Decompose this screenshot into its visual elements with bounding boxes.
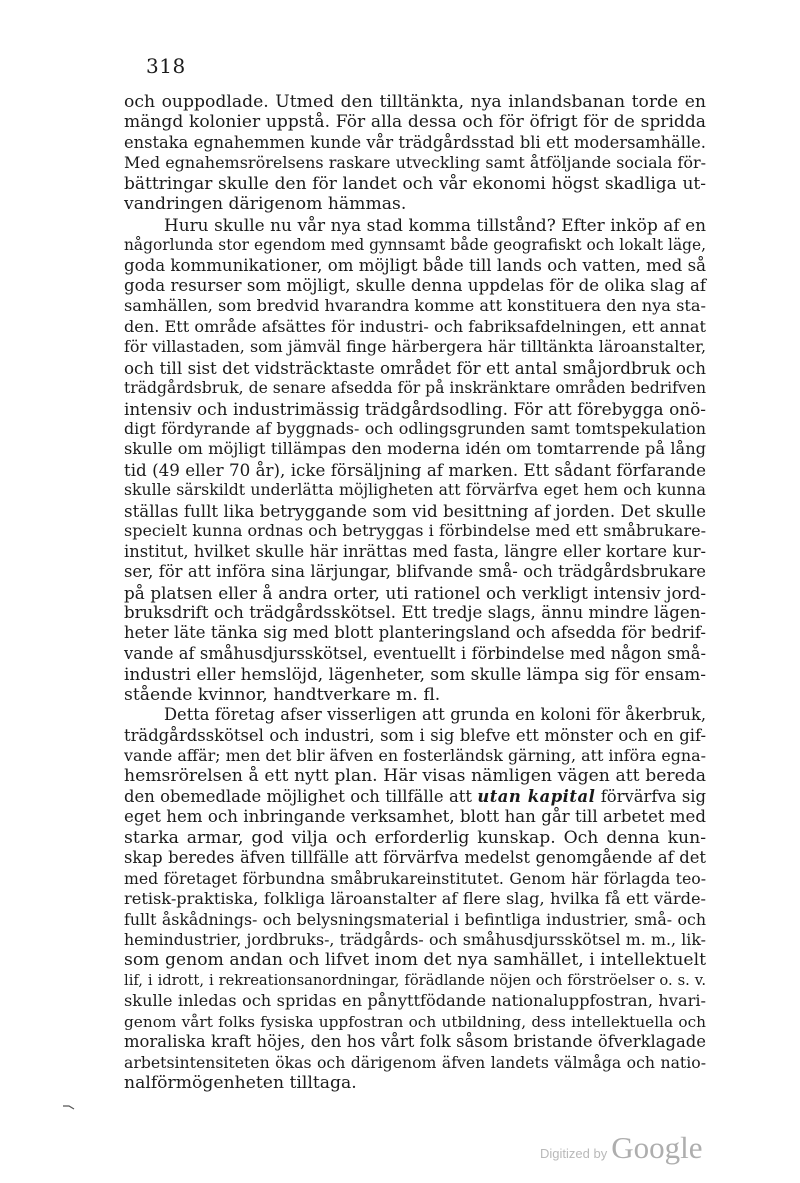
text-line bbox=[124, 1073, 706, 1093]
line-text: arbetsintensiteten ökas och därigenom äfven landets välmåga och natio- bbox=[124, 1052, 706, 1072]
line-text: institut, hvilket skulle här inrättas med fasta, längre eller kortare kur- bbox=[124, 541, 706, 561]
line-text: moraliska kraft höjes, den hos vårt folk såsom bristande öfverklagade bbox=[124, 1032, 706, 1052]
line-text: skulle särskildt underlätta möjligheten att förvärfva eget hem och kunna bbox=[124, 480, 706, 500]
text-line bbox=[124, 501, 706, 521]
text-line bbox=[124, 726, 706, 746]
text-line bbox=[124, 256, 706, 276]
text-line bbox=[124, 133, 706, 153]
text-line bbox=[124, 521, 706, 541]
line-text: eget hem och inbringande verksamhet, blott han går till arbetet med bbox=[124, 807, 706, 827]
line-text: trädgårdsbruk, de senare afsedda för på inskränktare områden bedrifven bbox=[124, 379, 706, 398]
text-line bbox=[124, 194, 706, 214]
text-line bbox=[124, 235, 706, 255]
text-line bbox=[124, 112, 706, 132]
line-text: stående kvinnor, handtverkare m. fl. bbox=[124, 684, 441, 705]
text-line bbox=[124, 950, 706, 970]
line-text: goda resurser som möjligt, skulle denna uppdelas för de olika slag af bbox=[124, 275, 706, 295]
text-line bbox=[124, 337, 706, 357]
text-line bbox=[124, 439, 706, 459]
line-text-after: förvärfva sig bbox=[595, 786, 706, 806]
page-number: 318 bbox=[146, 54, 186, 78]
text-line bbox=[124, 869, 706, 889]
line-text: och ouppodlade. Utmed den tilltänkta, nya inlandsbanan torde en bbox=[124, 92, 706, 112]
text-line bbox=[124, 603, 706, 623]
text-line bbox=[124, 419, 706, 439]
text-line bbox=[124, 583, 706, 603]
text-line bbox=[124, 460, 706, 480]
line-text: hemindustrier, jordbruks-, trädgårds- och småhusdjursskötsel m. m., lik- bbox=[124, 929, 706, 949]
line-text: starka armar, god vilja och erforderlig kunskap. Och denna kun- bbox=[124, 827, 706, 848]
text-line bbox=[124, 378, 706, 398]
text-line bbox=[124, 358, 706, 378]
text-line bbox=[124, 664, 706, 684]
line-text: den. Ett område afsättes för industri- och fabriksafdelningen, ett annat bbox=[124, 316, 706, 336]
line-text: mängd kolonier uppstå. För alla dessa och för öfrigt för de spridda bbox=[124, 112, 706, 133]
line-text: skulle om möjligt tillämpas den moderna idén om tomtarrende på lång bbox=[124, 439, 706, 459]
line-text: och till sist det vidsträcktaste området för ett antal småjordbruk och bbox=[124, 357, 706, 378]
text-line bbox=[124, 1012, 706, 1032]
watermark-prefix: Digitized by bbox=[540, 1146, 608, 1161]
line-text: skulle inledas och spridas en pånyttfödande nationaluppfostran, hvari- bbox=[124, 991, 706, 1011]
text-line bbox=[124, 910, 706, 930]
text-line bbox=[124, 930, 706, 950]
text-line bbox=[124, 623, 706, 643]
text-line bbox=[124, 746, 706, 766]
line-text: industri eller hemslöjd, lägenheter, som skulle lämpa sig för ensam- bbox=[124, 664, 706, 685]
text-line bbox=[124, 705, 706, 725]
text-line bbox=[124, 296, 706, 316]
text-block bbox=[124, 92, 706, 1093]
line-text: Huru skulle nu vår nya stad komma tillstånd? Efter inköp af en bbox=[164, 214, 706, 235]
text-line bbox=[124, 174, 706, 194]
line-text: bruksdrift och trädgårdsskötsel. Ett tredje slags, ännu mindre lägen- bbox=[124, 602, 706, 622]
text-line bbox=[124, 153, 706, 173]
line-text: genom vårt folks fysiska uppfostran och utbildning, dess intellektuella och bbox=[124, 1012, 706, 1031]
line-text: specielt kunna ordnas och betryggas i förbindelse med ett småbrukare- bbox=[124, 521, 706, 541]
line-text: den obemedlade möjlighet och tillfälle att bbox=[124, 786, 478, 806]
text-line bbox=[124, 1053, 706, 1073]
text-line bbox=[124, 807, 706, 827]
line-text: samhällen, som bredvid hvarandra komme att konstituera den nya sta- bbox=[124, 296, 706, 316]
line-text: nalförmögenheten tilltaga. bbox=[124, 1073, 357, 1093]
text-line bbox=[124, 685, 706, 705]
text-line bbox=[124, 848, 706, 868]
text-line bbox=[124, 317, 706, 337]
text-line bbox=[124, 1032, 706, 1052]
text-line bbox=[124, 971, 706, 991]
line-text: heter läte tänka sig med blott planteringsland och afsedda för bedrif- bbox=[124, 623, 706, 643]
text-line bbox=[124, 644, 706, 664]
line-text: som genom andan och lifvet inom det nya samhället, i intellektuelt bbox=[124, 950, 706, 971]
text-line bbox=[124, 766, 706, 786]
text-line bbox=[124, 991, 706, 1011]
text-line bbox=[124, 542, 706, 562]
text-line bbox=[124, 276, 706, 296]
text-line bbox=[124, 215, 706, 235]
line-text: hemsrörelsen å ett nytt plan. Här visas nämligen vägen att bereda bbox=[124, 766, 706, 787]
line-text: någorlunda stor egendom med gynnsamt både geografiskt och lokalt läge, bbox=[124, 236, 706, 255]
line-text: vande af småhusdjursskötsel, eventuellt i förbindelse med någon små- bbox=[124, 643, 706, 663]
line-text: digt fördyrande af byggnads- och odlingsgrunden samt tomtspekulation bbox=[124, 419, 706, 438]
line-text: Med egnahemsrörelsens raskare utveckling samt åtföljande sociala för- bbox=[124, 153, 706, 173]
emphasized-text: utan kapital bbox=[477, 786, 596, 806]
line-text: bättringar skulle den för landet och vår ekonomi högst skadliga ut- bbox=[124, 173, 706, 194]
line-text: enstaka egnahemmen kunde vår trädgårdsstad bli ett modersamhälle. bbox=[124, 132, 706, 152]
line-text: vande affär; men det blir äfven en fosterländsk gärning, att införa egna- bbox=[124, 746, 706, 765]
text-line bbox=[124, 92, 706, 112]
text-line bbox=[124, 399, 706, 419]
line-text: på platsen eller å andra orter, uti rationel och verkligt intensiv jord- bbox=[124, 582, 706, 603]
line-text: för villastaden, som jämväl finge härbergera här tilltänkta läroanstalter, bbox=[124, 337, 706, 357]
text-line bbox=[124, 562, 706, 582]
line-text: trädgårdsskötsel och industri, som i sig blefve ett mönster och en gif- bbox=[124, 725, 706, 745]
text-line bbox=[124, 787, 706, 807]
watermark bbox=[540, 1130, 702, 1166]
line-text: med företaget förbundna småbrukareinstitutet. Genom här förlagda teo- bbox=[124, 868, 706, 888]
line-text: ser, för att införa sina lärjungar, blifvande små- och trädgårdsbrukare bbox=[124, 562, 706, 582]
line-text: goda kommunikationer, om möjligt både till lands och vatten, med så bbox=[124, 255, 706, 275]
line-text: retisk-praktiska, folkliga läroanstalter af flere slag, hvilka få ett värde- bbox=[124, 889, 706, 909]
line-text: fullt åskådnings- och belysningsmaterial i befintliga industrier, små- och bbox=[124, 909, 706, 929]
text-line bbox=[124, 889, 706, 909]
margin-mark bbox=[62, 1104, 76, 1110]
line-text: Detta företag afser visserligen att grunda en koloni för åkerbruk, bbox=[164, 705, 706, 725]
line-text: intensiv och industrimässig trädgårdsodling. För att förebygga onö- bbox=[124, 398, 706, 419]
line-text: vandringen därigenom hämmas. bbox=[124, 194, 407, 215]
watermark-brand: Google bbox=[611, 1130, 703, 1165]
text-line bbox=[124, 828, 706, 848]
line-text: lif, i idrott, i rekreationsanordningar, förädlande nöjen och förströelser o. s. v. bbox=[124, 971, 706, 989]
line-text: skap beredes äfven tillfälle att förvärfva medelst genomgående af det bbox=[124, 848, 706, 868]
line-text: tid (49 eller 70 år), icke försäljning af marken. Ett sådant förfarande bbox=[124, 459, 706, 480]
line-text: ställas fullt lika betryggande som vid besittning af jorden. Det skulle bbox=[124, 500, 706, 521]
text-line bbox=[124, 480, 706, 500]
